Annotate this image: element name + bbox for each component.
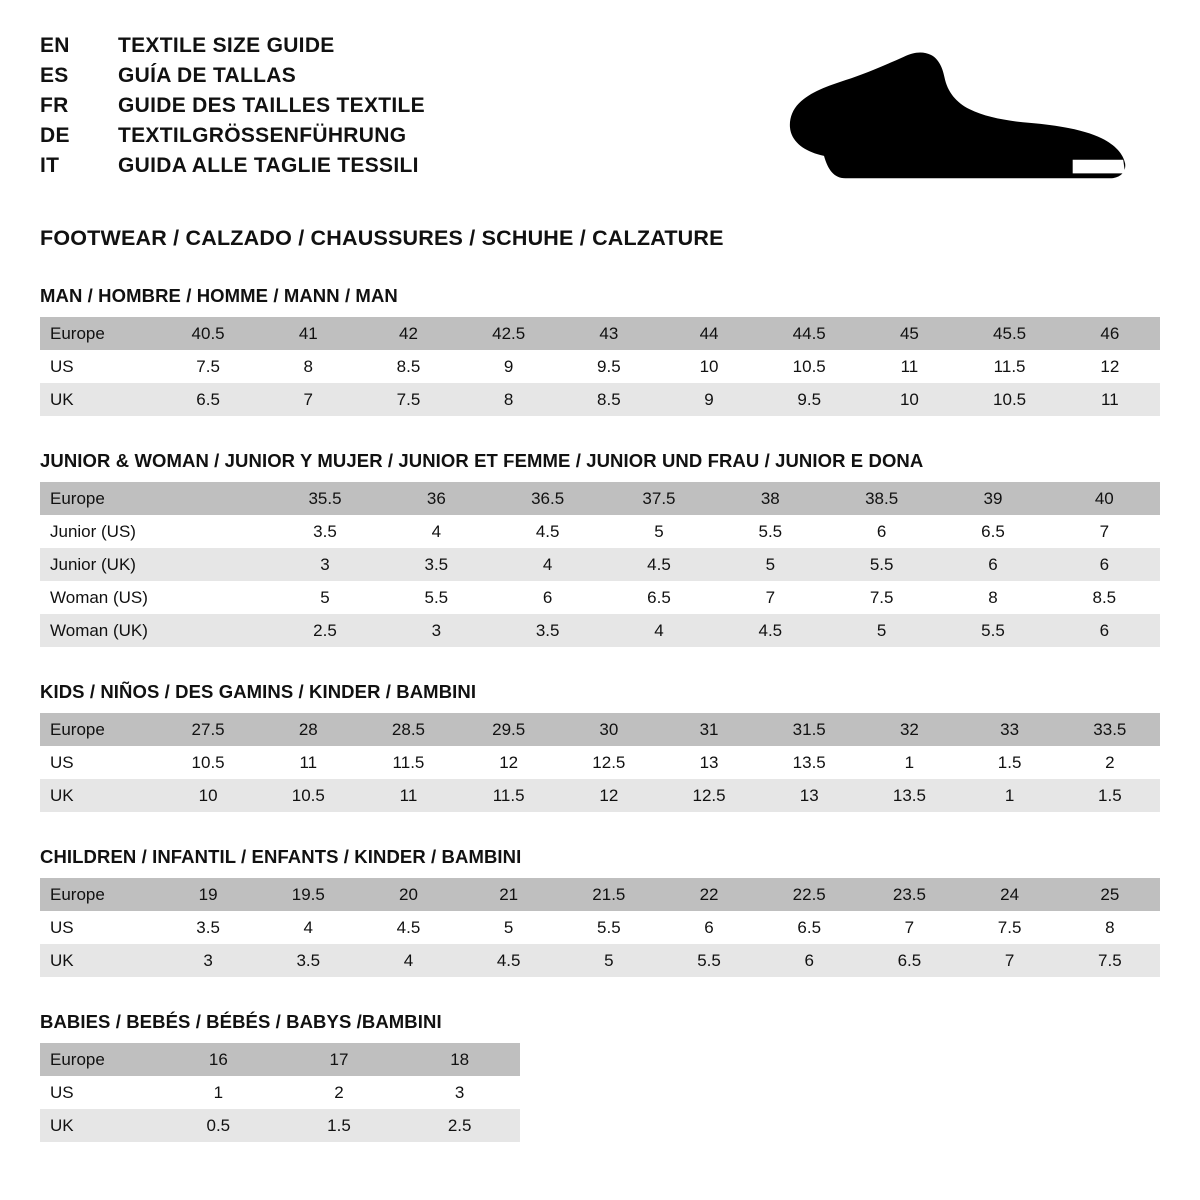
language-title: TEXTILE SIZE GUIDE	[118, 34, 335, 57]
cell: 8	[459, 383, 559, 416]
cell: 4	[492, 548, 603, 581]
cell: 3	[381, 614, 492, 647]
section-junior-woman	[40, 450, 1160, 647]
section-title: CHILDREN / INFANTIL / ENFANTS / KINDER / BAMBINI	[40, 846, 522, 867]
row-label: US	[40, 1076, 158, 1109]
cell: 7.5	[826, 581, 937, 614]
section-title: KIDS / NIÑOS / DES GAMINS / KINDER / BAMBINI	[40, 681, 477, 702]
cell: 4.5	[603, 548, 714, 581]
cell: 19.5	[258, 878, 358, 911]
cell: 4	[358, 944, 458, 977]
cell: 12.5	[559, 746, 659, 779]
language-code: IT	[40, 154, 60, 178]
cell: 5	[559, 944, 659, 977]
cell: 10	[158, 779, 258, 812]
cell: 44	[659, 317, 759, 350]
cell: 24	[960, 878, 1060, 911]
row-label: US	[40, 746, 158, 779]
table-row	[40, 944, 1160, 977]
cell: 2	[279, 1076, 400, 1109]
cell: 18	[399, 1043, 520, 1076]
cell: 7	[1049, 515, 1160, 548]
cell: 5.5	[715, 515, 826, 548]
cell: 38.5	[826, 482, 937, 515]
table-row	[40, 1043, 520, 1076]
cell: 10.5	[759, 350, 859, 383]
cell: 33.5	[1060, 713, 1160, 746]
section-kids	[40, 681, 1160, 812]
cell: 9.5	[759, 383, 859, 416]
cell: 1.5	[960, 746, 1060, 779]
cell: 5.5	[937, 614, 1048, 647]
cell: 37.5	[603, 482, 714, 515]
cell: 9.5	[559, 350, 659, 383]
cell: 0.5	[158, 1109, 279, 1142]
cell: 43	[559, 317, 659, 350]
row-label: US	[40, 911, 158, 944]
cell: 7	[258, 383, 358, 416]
cell: 17	[279, 1043, 400, 1076]
language-title-list	[40, 34, 425, 177]
table-row	[40, 350, 1160, 383]
table-row	[40, 482, 1160, 515]
cell: 11	[1060, 383, 1160, 416]
cell: 2.5	[269, 614, 380, 647]
cell: 1	[158, 1076, 279, 1109]
row-label: UK	[40, 1109, 158, 1142]
cell: 3.5	[158, 911, 258, 944]
cell	[158, 482, 269, 515]
cell: 41	[258, 317, 358, 350]
cell: 12	[1060, 350, 1160, 383]
language-title: GUIDA ALLE TAGLIE TESSILI	[118, 154, 419, 178]
cell: 3.5	[269, 515, 380, 548]
cell: 7.5	[1060, 944, 1160, 977]
cell: 28.5	[358, 713, 458, 746]
cell: 11	[859, 350, 959, 383]
cell: 10	[659, 350, 759, 383]
cell: 7	[715, 581, 826, 614]
cell: 45	[859, 317, 959, 350]
cell: 13.5	[759, 746, 859, 779]
cell: 28	[258, 713, 358, 746]
cell: 21	[459, 878, 559, 911]
cell: 36.5	[492, 482, 603, 515]
cell: 8.5	[1049, 581, 1160, 614]
cell: 11.5	[358, 746, 458, 779]
table-row	[40, 317, 1160, 350]
table-row	[40, 713, 1160, 746]
cell: 5.5	[559, 911, 659, 944]
section-title: BABIES / BEBÉS / BÉBÉS / BABYS /BAMBINI	[40, 1011, 442, 1032]
cell: 4.5	[492, 515, 603, 548]
cell: 4.5	[459, 944, 559, 977]
cell: 5	[603, 515, 714, 548]
cell: 7.5	[358, 383, 458, 416]
cell: 6	[937, 548, 1048, 581]
language-row	[40, 34, 425, 57]
size-table-man	[40, 317, 1160, 416]
row-label: US	[40, 350, 158, 383]
size-table-babies	[40, 1043, 520, 1142]
language-code: DE	[40, 124, 70, 148]
cell: 23.5	[859, 878, 959, 911]
cell: 10	[859, 383, 959, 416]
cell: 13.5	[859, 779, 959, 812]
table-row	[40, 1109, 520, 1142]
cell: 3	[158, 944, 258, 977]
cell: 5	[826, 614, 937, 647]
row-label: Junior (US)	[40, 515, 158, 548]
row-label: UK	[40, 944, 158, 977]
section-title: JUNIOR & WOMAN / JUNIOR Y MUJER / JUNIOR ET FEMME / JUNIOR UND FRAU / JUNIOR E DONA	[40, 450, 924, 471]
cell: 1.5	[1060, 779, 1160, 812]
language-row	[40, 154, 425, 177]
cell: 33	[960, 713, 1060, 746]
cell: 1.5	[279, 1109, 400, 1142]
footwear-heading: FOOTWEAR / CALZADO / CHAUSSURES / SCHUHE / CALZATURE	[40, 226, 724, 250]
table-row	[40, 614, 1160, 647]
language-row	[40, 94, 425, 117]
cell: 3.5	[381, 548, 492, 581]
cell: 12	[459, 746, 559, 779]
cell: 39	[937, 482, 1048, 515]
cell: 6.5	[759, 911, 859, 944]
language-code: EN	[40, 34, 70, 57]
table-row	[40, 1076, 520, 1109]
cell: 22.5	[759, 878, 859, 911]
cell: 8	[1060, 911, 1160, 944]
cell: 29.5	[459, 713, 559, 746]
cell: 5	[269, 581, 380, 614]
cell: 13	[759, 779, 859, 812]
row-label: Woman (UK)	[40, 614, 158, 647]
cell: 5.5	[659, 944, 759, 977]
cell: 4	[603, 614, 714, 647]
cell: 8	[937, 581, 1048, 614]
row-label: Europe	[40, 482, 158, 515]
cell: 6	[759, 944, 859, 977]
table-row	[40, 878, 1160, 911]
row-label: Europe	[40, 713, 158, 746]
dress-shoe-icon	[780, 44, 1140, 194]
cell: 20	[358, 878, 458, 911]
cell: 22	[659, 878, 759, 911]
section-title: MAN / HOMBRE / HOMME / MANN / MAN	[40, 285, 398, 306]
cell: 3	[269, 548, 380, 581]
cell: 4.5	[358, 911, 458, 944]
cell: 40.5	[158, 317, 258, 350]
cell: 3.5	[258, 944, 358, 977]
cell: 10.5	[258, 779, 358, 812]
row-label: Europe	[40, 317, 158, 350]
cell: 32	[859, 713, 959, 746]
cell: 30	[559, 713, 659, 746]
cell: 27.5	[158, 713, 258, 746]
language-title: GUIDE DES TAILLES TEXTILE	[118, 94, 425, 118]
cell: 6.5	[158, 383, 258, 416]
language-code: ES	[40, 64, 69, 88]
cell: 6	[659, 911, 759, 944]
row-label: Europe	[40, 878, 158, 911]
size-table-junior-woman	[40, 482, 1160, 647]
table-row	[40, 746, 1160, 779]
cell: 21.5	[559, 878, 659, 911]
cell	[158, 581, 269, 614]
cell	[158, 614, 269, 647]
cell: 6.5	[937, 515, 1048, 548]
cell: 10.5	[960, 383, 1060, 416]
cell: 8.5	[559, 383, 659, 416]
row-label: Junior (UK)	[40, 548, 158, 581]
cell: 5.5	[826, 548, 937, 581]
cell: 5	[459, 911, 559, 944]
cell: 7	[859, 911, 959, 944]
cell: 31.5	[759, 713, 859, 746]
cell: 19	[158, 878, 258, 911]
table-row	[40, 911, 1160, 944]
cell: 13	[659, 746, 759, 779]
cell: 6.5	[859, 944, 959, 977]
cell: 6	[492, 581, 603, 614]
cell: 11	[358, 779, 458, 812]
cell: 6	[1049, 548, 1160, 581]
language-code: FR	[40, 94, 69, 118]
language-row	[40, 124, 425, 147]
cell: 8.5	[358, 350, 458, 383]
table-row	[40, 383, 1160, 416]
cell: 4.5	[715, 614, 826, 647]
row-label: Europe	[40, 1043, 158, 1076]
cell: 1	[859, 746, 959, 779]
cell: 6	[1049, 614, 1160, 647]
cell: 42	[358, 317, 458, 350]
section-children	[40, 846, 1160, 977]
cell: 16	[158, 1043, 279, 1076]
row-label: UK	[40, 779, 158, 812]
cell: 8	[258, 350, 358, 383]
table-row	[40, 581, 1160, 614]
table-row	[40, 548, 1160, 581]
cell: 9	[659, 383, 759, 416]
language-row	[40, 64, 425, 87]
cell	[158, 548, 269, 581]
cell: 46	[1060, 317, 1160, 350]
language-title: TEXTILGRÖSSENFÜHRUNG	[118, 124, 407, 148]
cell: 38	[715, 482, 826, 515]
cell: 12.5	[659, 779, 759, 812]
cell: 42.5	[459, 317, 559, 350]
size-table-children	[40, 878, 1160, 977]
cell: 35.5	[269, 482, 380, 515]
cell: 9	[459, 350, 559, 383]
cell: 11	[258, 746, 358, 779]
cell: 25	[1060, 878, 1160, 911]
table-row	[40, 515, 1160, 548]
cell: 45.5	[960, 317, 1060, 350]
section-man	[40, 285, 1160, 416]
cell: 6	[826, 515, 937, 548]
cell: 6.5	[603, 581, 714, 614]
cell: 7.5	[158, 350, 258, 383]
cell: 5	[715, 548, 826, 581]
row-label: UK	[40, 383, 158, 416]
cell: 31	[659, 713, 759, 746]
cell: 5.5	[381, 581, 492, 614]
cell: 4	[258, 911, 358, 944]
size-table-kids	[40, 713, 1160, 812]
cell: 11.5	[960, 350, 1060, 383]
cell: 3.5	[492, 614, 603, 647]
cell: 10.5	[158, 746, 258, 779]
cell: 2	[1060, 746, 1160, 779]
cell	[158, 515, 269, 548]
page-header	[40, 34, 1160, 194]
cell: 7.5	[960, 911, 1060, 944]
cell: 12	[559, 779, 659, 812]
language-title: GUÍA DE TALLAS	[118, 64, 297, 88]
row-label: Woman (US)	[40, 581, 158, 614]
table-row	[40, 779, 1160, 812]
cell: 2.5	[399, 1109, 520, 1142]
section-babies	[40, 1011, 1160, 1142]
cell: 36	[381, 482, 492, 515]
cell: 7	[960, 944, 1060, 977]
cell: 1	[960, 779, 1060, 812]
cell: 44.5	[759, 317, 859, 350]
cell: 3	[399, 1076, 520, 1109]
cell: 40	[1049, 482, 1160, 515]
cell: 4	[381, 515, 492, 548]
cell: 11.5	[459, 779, 559, 812]
